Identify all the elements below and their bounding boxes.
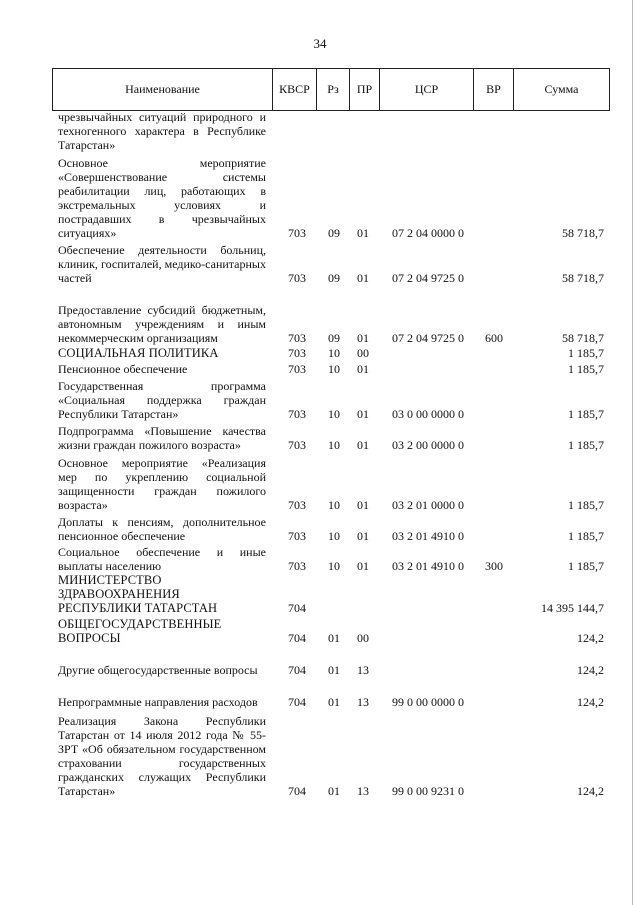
row-pr: 01 [357, 498, 369, 512]
row-rz: 01 [328, 663, 340, 677]
row-sum: 124,2 [577, 663, 604, 677]
row-name: Пенсионное обеспечение [58, 362, 188, 376]
row-pr: 01 [357, 226, 369, 240]
row-kvsr: 703 [288, 331, 306, 345]
row-csr: 03 2 01 4910 0 [392, 529, 464, 543]
row-kvsr: 703 [288, 346, 306, 360]
row-pr: 01 [357, 362, 369, 376]
row-pr: 00 [357, 631, 369, 645]
row-kvsr: 703 [288, 559, 306, 573]
row-pr: 01 [357, 438, 369, 452]
row-pr: 13 [357, 695, 369, 709]
row-csr: 03 2 01 4910 0 [392, 559, 464, 573]
row-name: Предоставление субсидий бюджетным, автономным учреждениям и иным некоммерческим организациям [58, 303, 266, 345]
row-rz: 01 [328, 784, 340, 798]
row-pr: 01 [357, 407, 369, 421]
scan-edge-line [632, 0, 633, 905]
row-pr: 13 [357, 663, 369, 677]
row-sum: 1 185,7 [568, 559, 604, 573]
row-rz: 10 [328, 362, 340, 376]
row-rz: 10 [328, 529, 340, 543]
row-sum: 124,2 [577, 631, 604, 645]
row-name: Основное мероприятие «Реализация мер по укреплению социальной защищенности граждан пожилого возраста» [58, 456, 266, 512]
row-kvsr: 704 [288, 784, 306, 798]
row-sum: 58 718,7 [562, 271, 604, 285]
row-pr: 01 [357, 331, 369, 345]
row-sum: 124,2 [577, 695, 604, 709]
row-name: Подпрограмма «Повышение качества жизни граждан пожилого возраста» [58, 424, 266, 452]
row-rz: 09 [328, 271, 340, 285]
row-name: МИНИСТЕРСТВО ЗДРАВООХРАНЕНИЯ РЕСПУБЛИКИ ТАТАРСТАН [58, 573, 218, 615]
row-kvsr: 704 [288, 695, 306, 709]
row-rz: 01 [328, 631, 340, 645]
row-csr: 07 2 04 9725 0 [392, 271, 464, 285]
row-sum: 14 395 144,7 [541, 601, 604, 615]
row-name: Основное мероприятие «Совершенствование системы реабилитации лиц, работающих в экстремальных условиях и пострадавших в чрезвычайных ситуациях» [58, 156, 266, 240]
row-kvsr: 703 [288, 529, 306, 543]
row-rz: 09 [328, 226, 340, 240]
row-sum: 58 718,7 [562, 331, 604, 345]
row-rz: 10 [328, 559, 340, 573]
row-sum: 1 185,7 [568, 362, 604, 376]
row-csr: 99 0 00 9231 0 [392, 784, 464, 798]
row-csr: 07 2 04 0000 0 [392, 226, 464, 240]
row-name: Государственная программа «Социальная поддержка граждан Республики Татарстан» [58, 379, 266, 421]
column-header-vr: ВР [474, 68, 514, 111]
row-kvsr: 703 [288, 271, 306, 285]
row-rz: 10 [328, 498, 340, 512]
column-header-csr: ЦСР [380, 68, 474, 111]
row-name: Доплаты к пенсиям, дополнительное пенсионное обеспечение [58, 515, 266, 543]
row-kvsr: 704 [288, 631, 306, 645]
row-kvsr: 703 [288, 362, 306, 376]
row-csr: 03 2 00 0000 0 [392, 438, 464, 452]
row-sum: 1 185,7 [568, 438, 604, 452]
row-kvsr: 704 [288, 601, 306, 615]
column-header-sum: Сумма [514, 68, 610, 111]
column-header-rz: Рз [317, 68, 350, 111]
row-kvsr: 703 [288, 498, 306, 512]
row-rz: 01 [328, 695, 340, 709]
row-kvsr: 703 [288, 407, 306, 421]
row-pr: 13 [357, 784, 369, 798]
row-name: ОБЩЕГОСУДАРСТВЕННЫЕ ВОПРОСЫ [58, 617, 222, 645]
row-name: СОЦИАЛЬНАЯ ПОЛИТИКА [58, 346, 219, 360]
row-name: Непрограммные направления расходов [58, 695, 258, 709]
row-rz: 10 [328, 346, 340, 360]
column-header-name: Наименование [52, 68, 273, 111]
row-rz: 10 [328, 407, 340, 421]
row-name: чрезвычайных ситуаций природного и техногенного характера в Республике Татарстан» [58, 110, 266, 152]
row-vr: 600 [485, 331, 503, 345]
column-header-kvsr: КВСР [273, 68, 317, 111]
row-pr: 01 [357, 271, 369, 285]
row-csr: 99 0 00 0000 0 [392, 695, 464, 709]
row-csr: 07 2 04 9725 0 [392, 331, 464, 345]
row-pr: 01 [357, 559, 369, 573]
page-number: 34 [313, 36, 327, 51]
row-name: Обеспечение деятельности больниц, клиник, госпиталей, медико-санитарных частей [58, 243, 266, 285]
row-name: Другие общегосударственные вопросы [58, 663, 258, 677]
row-name: Реализация Закона Республики Татарстан от 14 июля 2012 года № 55-ЗРТ «Об обязательном государственном страховании государственных гражданских служащих Республики Татарстан» [58, 714, 266, 798]
row-sum: 1 185,7 [568, 529, 604, 543]
row-rz: 10 [328, 438, 340, 452]
row-kvsr: 703 [288, 226, 306, 240]
row-csr: 03 0 00 0000 0 [392, 407, 464, 421]
row-csr: 03 2 01 0000 0 [392, 498, 464, 512]
column-header-pr: ПР [350, 68, 380, 111]
row-pr: 01 [357, 529, 369, 543]
row-name: Социальное обеспечение и иные выплаты населению [58, 545, 266, 573]
row-sum: 1 185,7 [568, 498, 604, 512]
row-kvsr: 703 [288, 438, 306, 452]
row-sum: 1 185,7 [568, 346, 604, 360]
row-rz: 09 [328, 331, 340, 345]
row-kvsr: 704 [288, 663, 306, 677]
row-sum: 124,2 [577, 784, 604, 798]
row-sum: 58 718,7 [562, 226, 604, 240]
row-sum: 1 185,7 [568, 407, 604, 421]
row-vr: 300 [485, 559, 503, 573]
row-pr: 00 [357, 346, 369, 360]
